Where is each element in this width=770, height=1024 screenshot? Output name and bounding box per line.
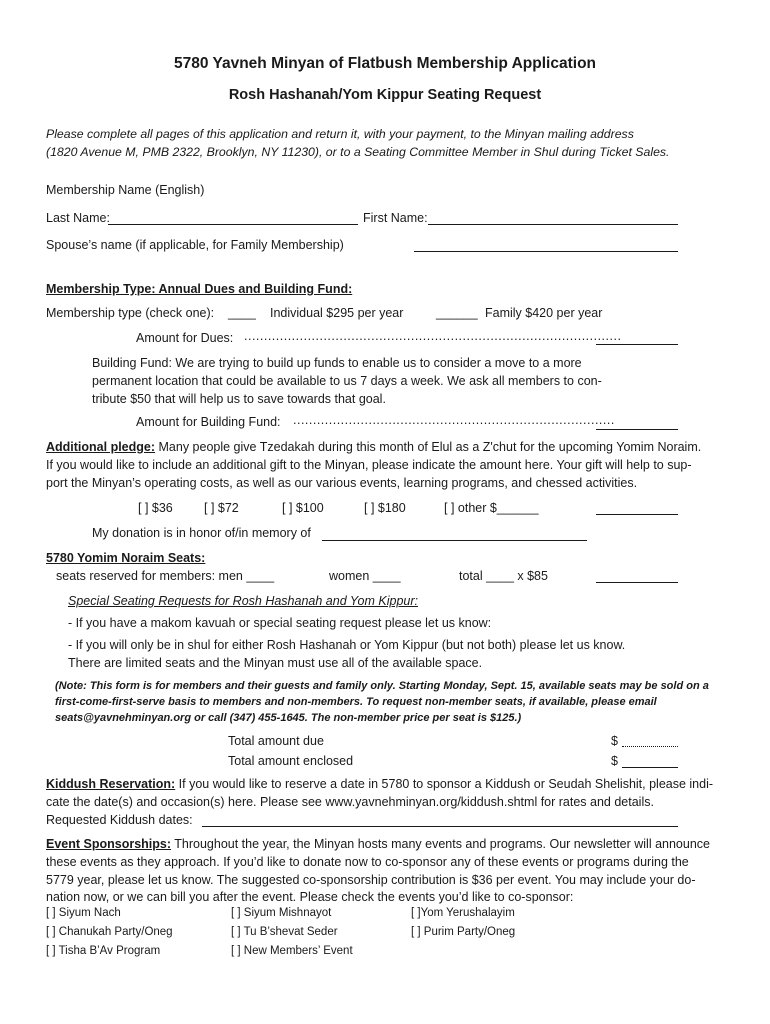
individual-checkbox[interactable]: ____ xyxy=(228,306,256,320)
membership-type-label: Membership type (check one): xyxy=(46,306,215,320)
one-day-text-1: - If you will only be in shul for either Rosh Hashanah or Yom Kippur (but not both) please let us know. xyxy=(68,638,626,652)
kiddush-line-2: cate the date(s) and occasion(s) here. Please see www.yavnehminyan.org/kiddush.shtml for rates and details. xyxy=(46,795,654,809)
honor-field[interactable] xyxy=(322,540,587,541)
kiddush-dates-field[interactable] xyxy=(202,826,678,827)
event-siyum-nach[interactable]: [ ] Siyum Nach xyxy=(46,907,121,919)
pledge-line-3: port the Minyan’s operating costs, as well as our various events, learning programs, and chessed activities. xyxy=(46,476,638,490)
kiddush-line-1-text: If you would like to reserve a date in 5780 to sponsor a Kiddush or Seudah Shelishit, please indi- xyxy=(175,777,714,791)
event-new-members[interactable]: [ ] New Members’ Event xyxy=(231,945,353,957)
total-enclosed-field[interactable] xyxy=(622,767,678,768)
building-fund-line-3: tribute $50 that will help us to save towards that goal. xyxy=(92,392,386,406)
pledge-option-180[interactable]: [ ] $180 xyxy=(364,501,406,515)
building-fund-line-1: Building Fund: We are trying to build up funds to enable us to consider a move to a more xyxy=(92,356,582,370)
event-tisha-bav[interactable]: [ ] Tisha B’Av Program xyxy=(46,945,161,957)
total-enclosed-currency: $ xyxy=(611,754,618,768)
family-checkbox[interactable]: ______ xyxy=(436,306,478,320)
pledge-option-72[interactable]: [ ] $72 xyxy=(204,501,239,515)
events-line-4: nation now, or we can bill you after the event. Please check the events you’d like to co-sponsor: xyxy=(46,890,574,904)
event-siyum-mishnayot[interactable]: [ ] Siyum Mishnayot xyxy=(231,907,332,919)
first-name-field[interactable] xyxy=(428,224,678,225)
seats-women-label[interactable]: women ____ xyxy=(329,569,401,583)
building-fund-line-2: permanent location that could be available to us 7 days a week. We ask all members to con- xyxy=(92,374,602,388)
last-name-field[interactable] xyxy=(108,224,358,225)
note-line-1: (Note: This form is for members and their guests and family only. Starting Monday, Sept. 15, available seats may be sold on a xyxy=(55,680,709,692)
pledge-amount-field[interactable] xyxy=(596,514,678,515)
events-line-1-text: Throughout the year, the Minyan hosts many events and programs. Our newsletter will announce xyxy=(171,837,710,851)
kiddush-dates-label: Requested Kiddush dates: xyxy=(46,813,193,827)
makom-request-text: - If you have a makom kavuah or special seating request please let us know: xyxy=(68,616,492,630)
seats-total-label[interactable]: total ____ x $85 xyxy=(459,569,548,583)
total-enclosed-label: Total amount enclosed xyxy=(228,754,354,768)
events-line-2: these events as they approach. If you’d like to donate now to co-sponsor any of these events or programs during the xyxy=(46,855,689,869)
event-chanukah[interactable]: [ ] Chanukah Party/Oneg xyxy=(46,926,173,938)
one-day-text-2: There are limited seats and the Minyan must use all of the available space. xyxy=(68,656,483,670)
intro-line-1: Please complete all pages of this application and return it, with your payment, to the Minyan mailing address xyxy=(46,127,634,141)
seats-amount-field[interactable] xyxy=(596,582,678,583)
pledge-option-other[interactable]: [ ] other $______ xyxy=(444,501,539,515)
kiddush-heading: Kiddush Reservation: xyxy=(46,777,176,791)
events-heading: Event Sponsorships: xyxy=(46,837,172,851)
pledge-line-1 xyxy=(46,440,701,454)
last-name-label: Last Name: xyxy=(46,211,110,225)
membership-type-heading: Membership Type: Annual Dues and Building Fund: xyxy=(46,282,353,296)
note-line-3: seats@yavnehminyan.org or call (347) 455-1645. The non-member price per seat is $125.) xyxy=(55,712,522,724)
total-due-field[interactable] xyxy=(622,746,678,747)
total-due-currency: $ xyxy=(611,734,618,748)
note-line-2: first-come-first-serve basis to members and non-members. To request non-member seats, if available, please email xyxy=(55,696,657,708)
total-due-label: Total amount due xyxy=(228,734,324,748)
pledge-option-36[interactable]: [ ] $36 xyxy=(138,501,173,515)
pledge-heading: Additional pledge: xyxy=(46,440,156,454)
family-option-label: Family $420 per year xyxy=(485,306,603,320)
dues-leader-dots: ............................................................................................... xyxy=(244,329,622,343)
membership-name-label: Membership Name (English) xyxy=(46,183,205,197)
event-tu-bshevat[interactable]: [ ] Tu B’shevat Seder xyxy=(231,926,338,938)
pledge-option-100[interactable]: [ ] $100 xyxy=(282,501,324,515)
dues-amount-field[interactable] xyxy=(596,344,678,345)
events-line-3: 5779 year, please let us know. The suggested co-sponsorship contribution is $36 per event. You may include your do- xyxy=(46,873,696,887)
pledge-line-1-text: Many people give Tzedakah during this month of Elul as a Z'chut for the upcoming Yomim Noraim. xyxy=(155,440,702,454)
pledge-line-2: If you would like to include an additional gift to the Minyan, please indicate the amount here. Your gift will help to sup- xyxy=(46,458,692,472)
dues-amount-label: Amount for Dues: xyxy=(136,331,234,345)
first-name-label: First Name: xyxy=(363,211,428,225)
event-yom-yerushalayim[interactable]: [ ]Yom Yerushalayim xyxy=(411,907,515,919)
honor-label: My donation is in honor of/in memory of xyxy=(92,526,311,540)
event-purim[interactable]: [ ] Purim Party/Oneg xyxy=(411,926,516,938)
seats-heading: 5780 Yomim Noraim Seats: xyxy=(46,551,206,565)
events-line-1 xyxy=(46,837,710,851)
building-amount-field[interactable] xyxy=(596,429,678,430)
form-subtitle: Rosh Hashanah/Yom Kippur Seating Request xyxy=(228,87,542,103)
building-amount-label: Amount for Building Fund: xyxy=(136,415,281,429)
kiddush-line-1 xyxy=(46,777,713,791)
intro-line-2: (1820 Avenue M, PMB 2322, Brooklyn, NY 11230), or to a Seating Committee Member in Shul during Ticket Sales. xyxy=(46,145,670,159)
building-leader-dots: ................................................................................. xyxy=(293,413,615,427)
spouse-name-field[interactable] xyxy=(414,251,678,252)
individual-option-label: Individual $295 per year xyxy=(270,306,404,320)
spouse-name-label: Spouse’s name (if applicable, for Family Membership) xyxy=(46,238,344,252)
form-title: 5780 Yavneh Minyan of Flatbush Membership Application xyxy=(173,55,597,72)
special-requests-heading: Special Seating Requests for Rosh Hashanah and Yom Kippur: xyxy=(68,594,418,608)
seats-men-label[interactable]: seats reserved for members: men ____ xyxy=(56,569,275,583)
